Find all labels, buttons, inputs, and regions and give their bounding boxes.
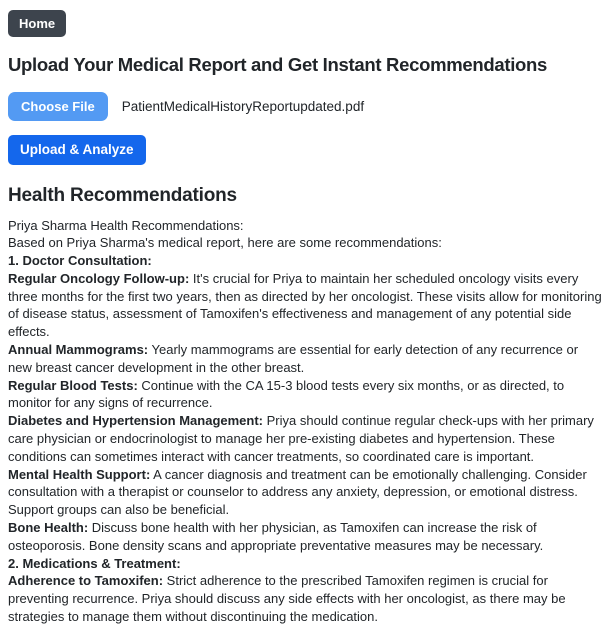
selected-file-name: PatientMedicalHistoryReportupdated.pdf	[121, 99, 365, 114]
recommendation-body: Continue with the CA 15-3 blood tests every six months, or as directed, to monitor for any signs of recurrence.	[8, 377, 565, 411]
recommendation-label: 1. Doctor Consultation:	[8, 253, 152, 269]
choose-file-button[interactable]: Choose File	[8, 92, 108, 121]
recommendation-body: Yearly mammograms are essential for early detection of any recurrence or new breast cancer development in the other breast.	[8, 342, 579, 375]
recommendation-paragraph	[8, 412, 602, 465]
recommendation-body: It's crucial for Priya to maintain her scheduled oncology visits every three months for the first two years, then as directed by her oncologist. These visits allow for monitoring of disease status, assessment of Tamoxifen's effectiveness and management of any potential side effects.	[8, 270, 602, 340]
recommendation-paragraph	[8, 377, 602, 413]
upload-analyze-button[interactable]: Upload & Analyze	[8, 135, 146, 165]
recommendation-paragraph	[8, 572, 602, 625]
recommendation-body: Priya Sharma Health Recommendations:	[8, 217, 244, 233]
recommendation-body: Priya should continue regular check-ups with her primary care physician or endocrinologist to manage her pre-existing diabetes and hypertension. These conditions can sometimes interact with cancer treatments, so coordinated care is important.	[8, 413, 594, 464]
recommendation-paragraph	[8, 519, 602, 555]
recommendation-label: 2. Medications & Treatment:	[8, 555, 181, 571]
recommendation-paragraph	[8, 466, 602, 519]
recommendation-label: Diabetes and Hypertension Management:	[8, 413, 263, 429]
recommendation-paragraph	[8, 555, 602, 573]
recommendation-label: Mental Health Support:	[8, 466, 151, 482]
recommendation-label: Annual Mammograms:	[8, 342, 149, 358]
recommendation-paragraph	[8, 341, 602, 377]
recommendation-body: A cancer diagnosis and treatment can be emotionally challenging. Consider consultation with a therapist or counselor to address any anxiety, depression, or emotional distress. Support groups can also be beneficial.	[8, 466, 587, 518]
recommendation-label: Regular Oncology Follow-up:	[8, 270, 190, 286]
recommendation-body: Discuss bone health with her physician, as Tamoxifen can increase the risk of osteoporosis. Bone density scans and appropriate preventative measures may be necessary.	[8, 520, 544, 553]
recommendation-paragraph	[8, 270, 602, 341]
recommendation-label: Bone Health:	[8, 520, 89, 536]
recommendation-label: Adherence to Tamoxifen:	[8, 573, 164, 589]
recommendation-paragraph	[8, 252, 602, 270]
file-input-row	[8, 92, 602, 121]
recommendation-label: Regular Blood Tests:	[8, 377, 138, 393]
recommendation-body: Based on Priya Sharma's medical report, here are some recommendations:	[8, 235, 442, 251]
recommendations-heading: Health Recommendations	[8, 184, 237, 206]
recommendation-paragraph	[8, 217, 602, 235]
page-title: Upload Your Medical Report and Get Instant Recommendations	[8, 54, 548, 75]
recommendations-text	[8, 217, 602, 626]
recommendation-body: Strict adherence to the prescribed Tamoxifen regimen is crucial for preventing recurrence. Priya should discuss any side effects with her oncologist, as there may be strategies to manage them without discontinuing the medication.	[8, 573, 566, 625]
home-button[interactable]: Home	[8, 10, 66, 37]
recommendation-paragraph	[8, 234, 602, 252]
